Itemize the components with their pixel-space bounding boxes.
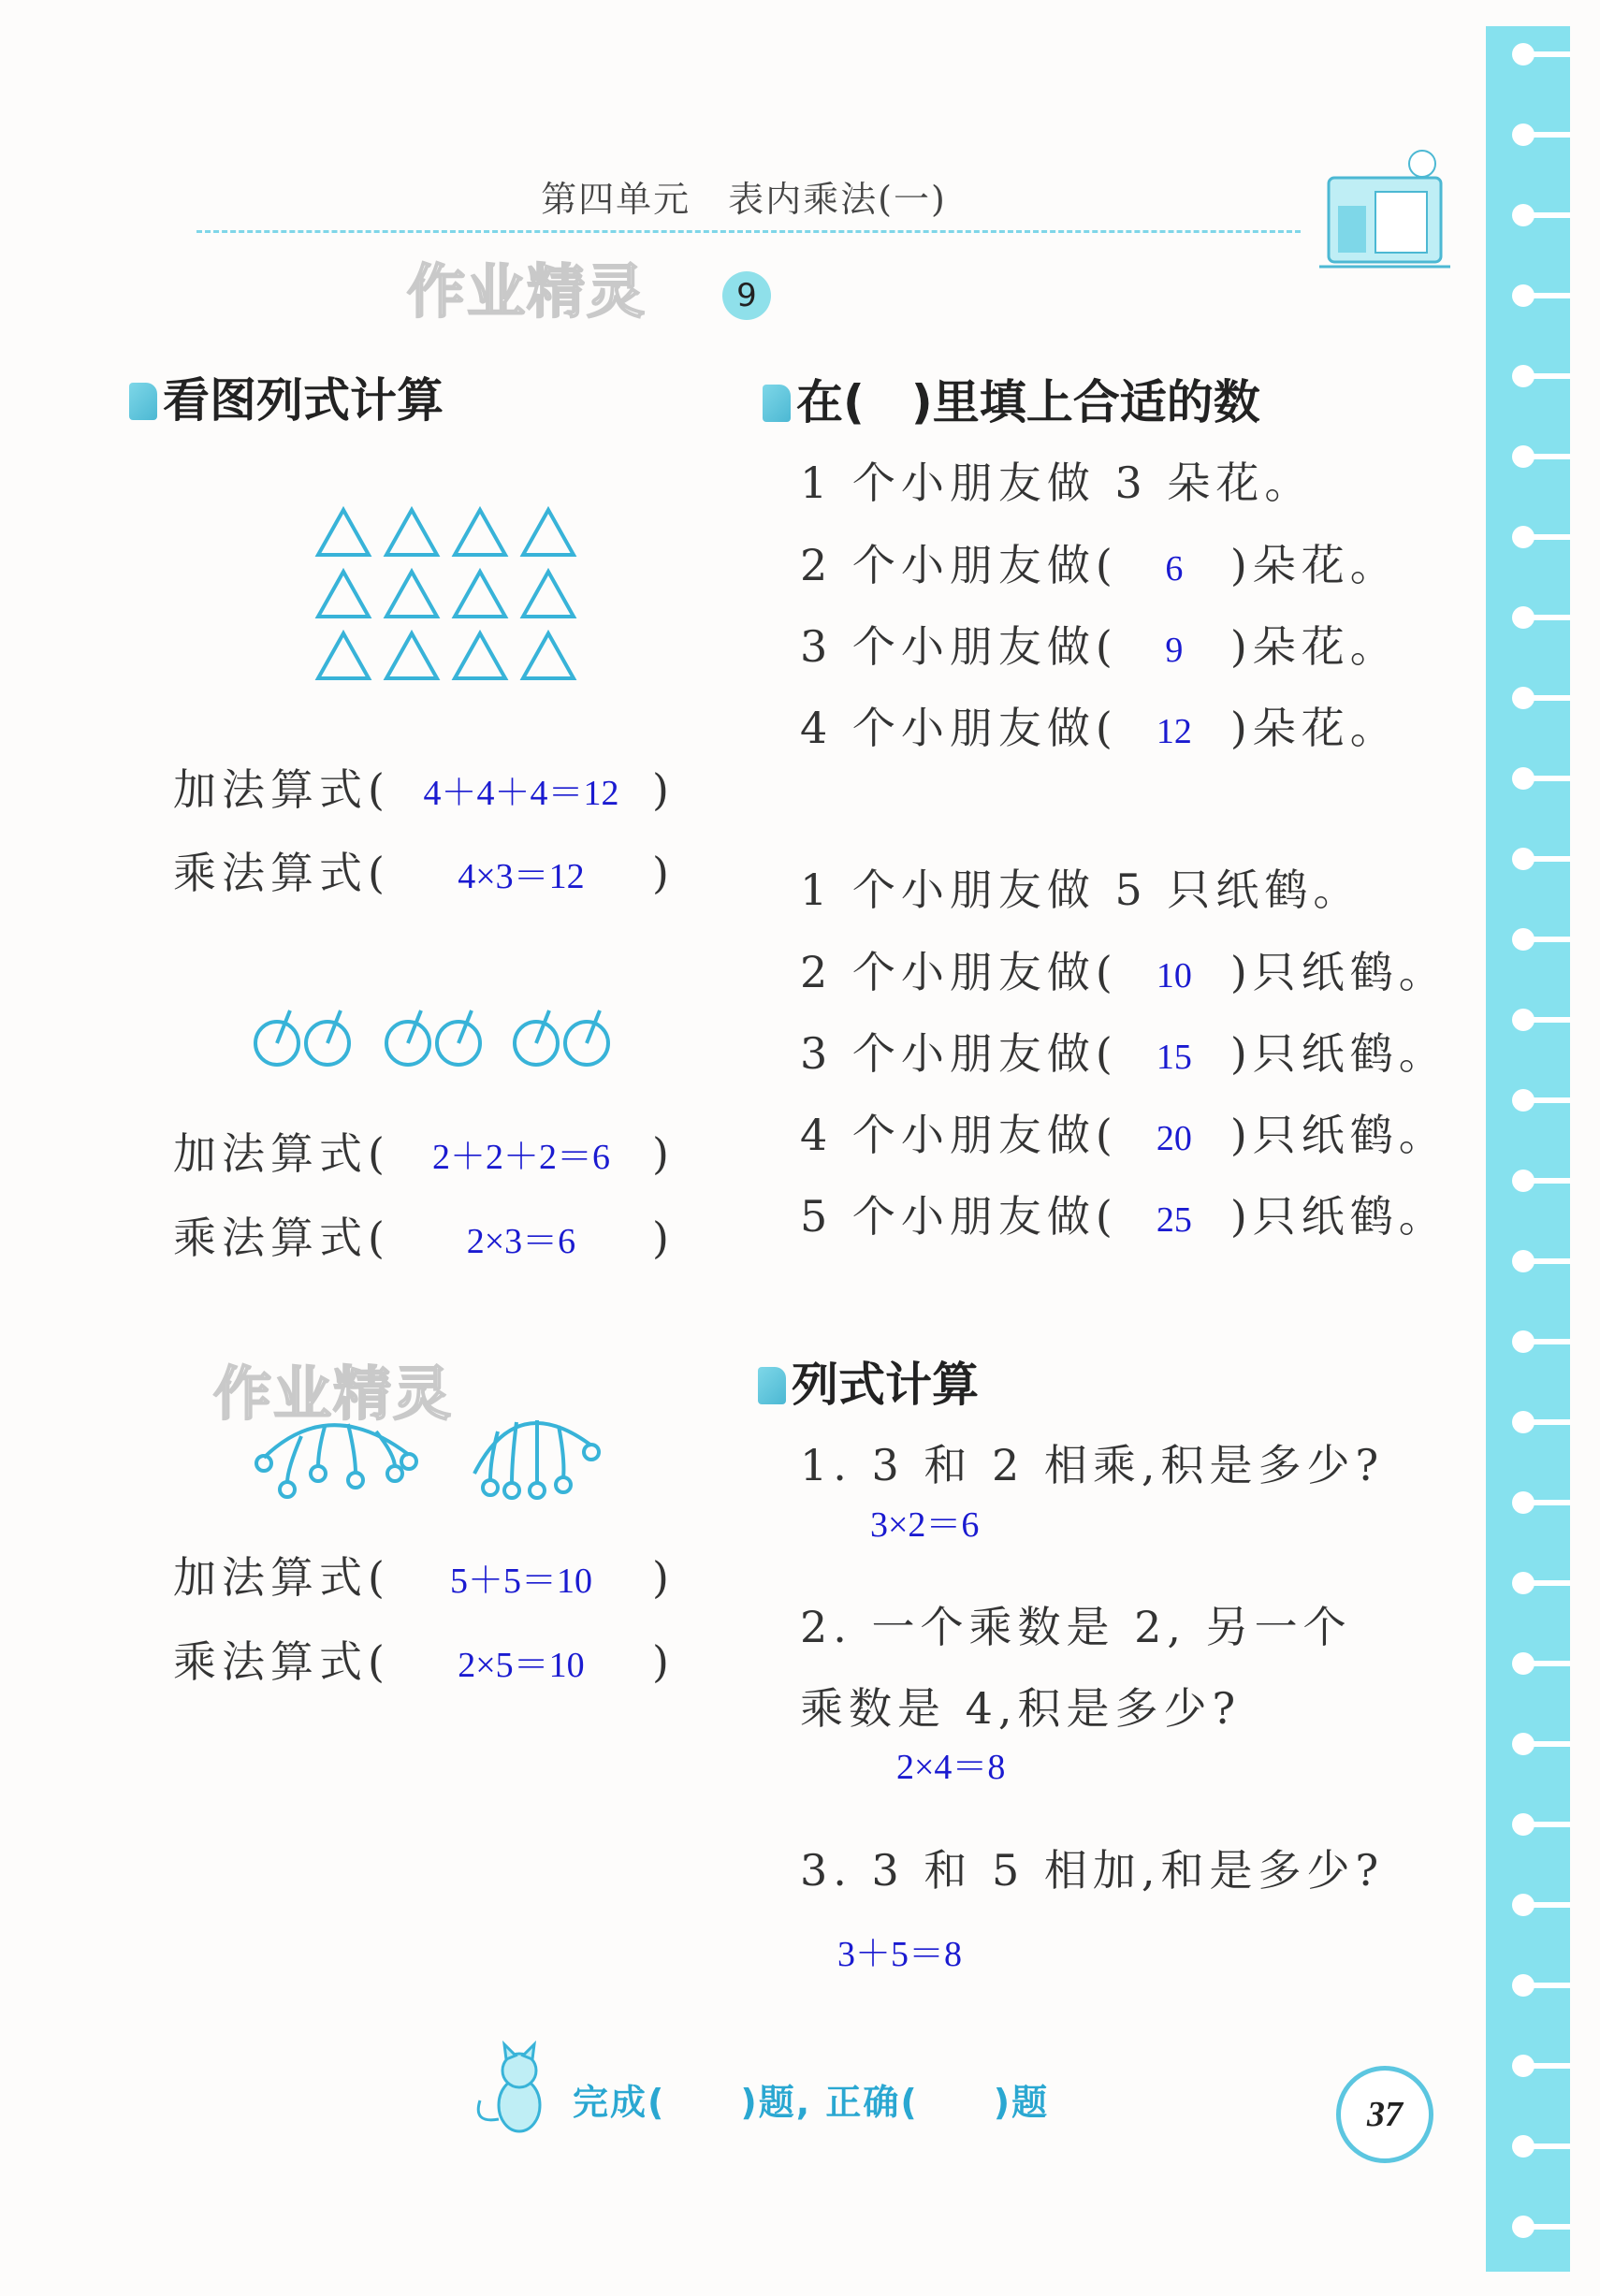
- binding-bar: [1523, 615, 1570, 620]
- binding-bar: [1523, 1661, 1570, 1666]
- triangle-shape: [318, 510, 369, 555]
- apple-shape: [565, 1010, 608, 1065]
- section-title-picture-calc: [129, 363, 444, 430]
- answer: 9: [1165, 631, 1184, 670]
- binding-bar: [1523, 1983, 1570, 1988]
- triangle-shape: [523, 510, 574, 555]
- triangle-shape: [386, 510, 437, 555]
- section-title-text: 在( )里填上合适的数: [796, 375, 1260, 429]
- problem-question-cont: 乘数是 4,积是多少?: [800, 1683, 1242, 1734]
- add-label: 加法算式(: [173, 1128, 390, 1179]
- mul-label: 乘法算式(: [173, 1213, 390, 1263]
- row-prefix: 2 个小朋友做(: [800, 947, 1118, 997]
- binding-bar: [1523, 856, 1570, 862]
- section-title-text: 看图列式计算: [163, 373, 444, 428]
- apple-shape: [515, 1010, 558, 1065]
- apple-shape: [386, 1010, 429, 1065]
- answer: 25: [1156, 1200, 1192, 1240]
- pencil-icon: [763, 385, 791, 422]
- cranes-intro: 1 个小朋友做 5 只纸鹤。: [800, 865, 1362, 915]
- triangles-picture: [309, 501, 589, 688]
- row-suffix: )朵花。: [1229, 703, 1399, 753]
- binding-bar: [1523, 1580, 1570, 1586]
- binding-bar: [1523, 132, 1570, 138]
- header-divider: [196, 230, 1301, 233]
- close-paren: ): [651, 1128, 675, 1179]
- close-paren: ): [651, 764, 675, 815]
- answer: 15: [1156, 1038, 1192, 1077]
- row-suffix: )朵花。: [1229, 621, 1399, 672]
- problem-answer: 2×4＝8: [896, 1748, 1006, 1787]
- add-label: 加法算式(: [173, 764, 390, 815]
- problem-question: 3. 3 和 5 相加,和是多少?: [800, 1845, 1385, 1896]
- section-title-text: 列式计算: [792, 1358, 979, 1412]
- row-prefix: 2 个小朋友做(: [800, 540, 1118, 590]
- binding-bar: [1523, 1258, 1570, 1264]
- problem-question: 1. 3 和 2 相乘,积是多少?: [800, 1440, 1385, 1490]
- group1-mul-row: [173, 839, 675, 901]
- mul-label: 乘法算式(: [173, 1636, 390, 1687]
- binding-bar: [1523, 1017, 1570, 1023]
- apples-picture: [251, 1001, 625, 1076]
- binding-bar: [1523, 1097, 1570, 1103]
- flowers-row: [800, 531, 1399, 593]
- flowers-row: [800, 613, 1399, 675]
- cranes-row: [800, 1101, 1447, 1163]
- group3-mul-row: [173, 1628, 675, 1690]
- binding-bar: [1523, 293, 1570, 298]
- apple-shape: [437, 1010, 480, 1065]
- triangle-shape: [386, 572, 437, 617]
- flowers-intro: 1 个小朋友做 3 朵花。: [800, 458, 1314, 508]
- answer: 2＋2＋2＝6: [431, 1138, 610, 1177]
- binding-dots: [1486, 26, 1570, 2272]
- binding-bar: [1523, 373, 1570, 379]
- flowers-row: [800, 694, 1399, 756]
- mul-label: 乘法算式(: [173, 848, 390, 898]
- cranes-row: [800, 938, 1447, 1000]
- unit-title: 第四单元 表内乘法(一): [541, 179, 947, 220]
- page-number: 37: [1336, 2066, 1433, 2163]
- triangle-shape: [523, 633, 574, 678]
- answer: 5＋5＝10: [449, 1562, 592, 1601]
- binding-bar: [1523, 1741, 1570, 1747]
- row-suffix: )只纸鹤。: [1229, 1028, 1447, 1079]
- pencil-icon: [129, 383, 157, 420]
- section-title-calc: [758, 1347, 979, 1415]
- row-prefix: 3 个小朋友做(: [800, 621, 1118, 672]
- close-paren: ): [651, 848, 675, 898]
- answer: 4＋4＋4＝12: [423, 774, 619, 813]
- binding-bar: [1523, 1419, 1570, 1425]
- apple-shape: [255, 1010, 298, 1065]
- completion-tally: 完成( )题, 正确( )题: [573, 2082, 1050, 2123]
- cranes-row: [800, 1183, 1447, 1244]
- answer: 4×3＝12: [458, 857, 585, 896]
- answer: 10: [1156, 956, 1192, 995]
- close-paren: ): [651, 1213, 675, 1263]
- binding-bar: [1523, 212, 1570, 218]
- section-title-fill-blanks: [763, 365, 1260, 432]
- triangle-shape: [318, 633, 369, 678]
- triangle-shape: [455, 572, 505, 617]
- watermark: 作业精灵: [407, 257, 647, 326]
- answer: 2×5＝10: [458, 1646, 585, 1685]
- problem-answer: 3×2＝6: [870, 1505, 980, 1545]
- group1-add-row: [173, 756, 675, 818]
- watermark: 作业精灵: [213, 1359, 454, 1428]
- row-prefix: 4 个小朋友做(: [800, 703, 1118, 753]
- row-suffix: )只纸鹤。: [1229, 947, 1447, 997]
- row-suffix: )只纸鹤。: [1229, 1191, 1447, 1242]
- binding-bar: [1523, 454, 1570, 459]
- cranes-row: [800, 1020, 1447, 1082]
- apple-shape: [306, 1010, 349, 1065]
- answer: 6: [1165, 549, 1184, 589]
- binding-strip: [1486, 26, 1570, 2272]
- row-prefix: 4 个小朋友做(: [800, 1110, 1118, 1160]
- binding-bar: [1523, 1500, 1570, 1505]
- binding-bar: [1523, 2224, 1570, 2230]
- answer: 2×3＝6: [466, 1222, 576, 1261]
- close-paren: ): [651, 1636, 675, 1687]
- triangle-shape: [455, 633, 505, 678]
- hooks-picture: [245, 1403, 619, 1506]
- binding-bar: [1523, 1339, 1570, 1344]
- answer: 20: [1156, 1119, 1192, 1158]
- triangle-shape: [318, 572, 369, 617]
- binding-bar: [1523, 51, 1570, 57]
- binding-bar: [1523, 1178, 1570, 1184]
- binding-bar: [1523, 534, 1570, 540]
- binding-bar: [1523, 776, 1570, 781]
- group2-mul-row: [173, 1204, 675, 1266]
- cat-icon: [463, 2035, 566, 2138]
- row-suffix: )朵花。: [1229, 540, 1399, 590]
- close-paren: ): [651, 1552, 675, 1603]
- add-label: 加法算式(: [173, 1552, 390, 1603]
- lesson-badge: 9: [722, 271, 771, 320]
- problem-question: 2. 一个乘数是 2, 另一个: [800, 1602, 1352, 1652]
- triangle-shape: [523, 572, 574, 617]
- triangle-shape: [455, 510, 505, 555]
- group3-add-row: [173, 1544, 675, 1606]
- triangle-shape: [386, 633, 437, 678]
- binding-bar: [1523, 1822, 1570, 1827]
- row-prefix: 3 个小朋友做(: [800, 1028, 1118, 1079]
- row-prefix: 5 个小朋友做(: [800, 1191, 1118, 1242]
- group2-add-row: [173, 1120, 675, 1182]
- binding-bar: [1523, 2063, 1570, 2069]
- binding-bar: [1523, 2143, 1570, 2149]
- binding-bar: [1523, 937, 1570, 942]
- pencil-icon: [758, 1367, 786, 1404]
- problem-answer: 3＋5＝8: [837, 1935, 963, 1974]
- answer: 12: [1156, 712, 1192, 751]
- row-suffix: )只纸鹤。: [1229, 1110, 1447, 1160]
- binding-bar: [1523, 1902, 1570, 1908]
- binding-bar: [1523, 695, 1570, 701]
